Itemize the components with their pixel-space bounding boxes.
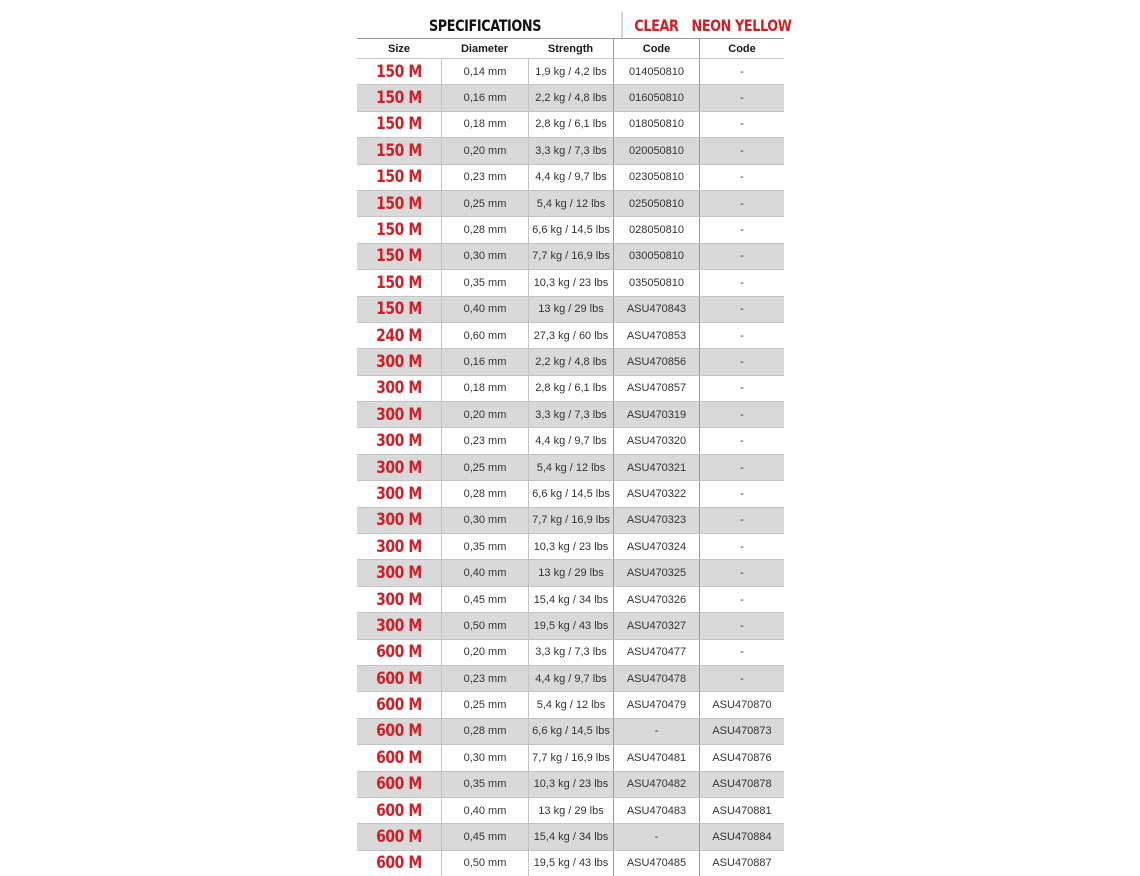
neon-code-cell: - bbox=[699, 217, 784, 242]
clear-column-heading: CLEAR bbox=[622, 12, 691, 38]
size-cell: 150 M bbox=[376, 220, 422, 241]
table-row bbox=[357, 823, 784, 849]
diameter-cell: 0,40 mm bbox=[441, 798, 528, 823]
neon-code-cell: - bbox=[699, 481, 784, 506]
table-row bbox=[357, 137, 784, 163]
size-cell: 300 M bbox=[376, 563, 422, 584]
table-row bbox=[357, 348, 784, 374]
table-row bbox=[357, 427, 784, 453]
diameter-cell: 0,25 mm bbox=[441, 191, 528, 216]
strength-cell: 15,4 kg / 34 lbs bbox=[528, 824, 613, 849]
neon-yellow-column-heading: NEON YELLOW bbox=[691, 15, 792, 35]
clear-code-cell: ASU470320 bbox=[613, 428, 699, 453]
table-row bbox=[357, 691, 784, 717]
table-row bbox=[357, 401, 784, 427]
neon-code-cell: ASU470881 bbox=[699, 798, 784, 823]
strength-cell: 6,6 kg / 14,5 lbs bbox=[528, 719, 613, 744]
diameter-cell: 0,28 mm bbox=[441, 481, 528, 506]
strength-cell: 7,7 kg / 16,9 lbs bbox=[528, 508, 613, 533]
strength-cell: 2,8 kg / 6,1 lbs bbox=[528, 376, 613, 401]
size-cell: 600 M bbox=[376, 668, 422, 689]
table-row bbox=[357, 216, 784, 242]
size-cell: 240 M bbox=[376, 325, 422, 346]
diameter-cell: 0,28 mm bbox=[441, 217, 528, 242]
size-cell: 300 M bbox=[376, 510, 422, 531]
specifications-table bbox=[357, 12, 792, 876]
clear-code-cell: ASU470327 bbox=[613, 613, 699, 638]
clear-code-cell: 018050810 bbox=[613, 112, 699, 137]
column-header-row bbox=[357, 39, 784, 58]
diameter-cell: 0,23 mm bbox=[441, 666, 528, 691]
diameter-cell: 0,16 mm bbox=[441, 349, 528, 374]
diameter-cell: 0,50 mm bbox=[441, 613, 528, 638]
diameter-cell: 0,35 mm bbox=[441, 534, 528, 559]
neon-code-cell: - bbox=[699, 59, 784, 84]
diameter-cell: 0,20 mm bbox=[441, 640, 528, 665]
table-row bbox=[357, 533, 784, 559]
diameter-cell: 0,18 mm bbox=[441, 376, 528, 401]
strength-cell: 10,3 kg / 23 lbs bbox=[528, 772, 613, 797]
neon-code-cell: - bbox=[699, 560, 784, 585]
table-body bbox=[357, 58, 784, 876]
strength-cell: 5,4 kg / 12 lbs bbox=[528, 692, 613, 717]
clear-code-column-header: Code bbox=[613, 39, 699, 58]
strength-cell: 2,8 kg / 6,1 lbs bbox=[528, 112, 613, 137]
table-row bbox=[357, 269, 784, 295]
neon-code-cell: ASU470887 bbox=[699, 851, 784, 876]
clear-code-cell: ASU470483 bbox=[613, 798, 699, 823]
table-row bbox=[357, 850, 784, 876]
diameter-cell: 0,45 mm bbox=[441, 587, 528, 612]
size-cell: 600 M bbox=[376, 827, 422, 848]
neon-code-cell: - bbox=[699, 85, 784, 110]
size-cell: 150 M bbox=[376, 299, 422, 320]
diameter-cell: 0,14 mm bbox=[441, 59, 528, 84]
strength-cell: 13 kg / 29 lbs bbox=[528, 560, 613, 585]
diameter-cell: 0,40 mm bbox=[441, 297, 528, 322]
diameter-cell: 0,20 mm bbox=[441, 402, 528, 427]
strength-cell: 5,4 kg / 12 lbs bbox=[528, 455, 613, 480]
strength-column-header: Strength bbox=[547, 42, 594, 55]
table-row bbox=[357, 296, 784, 322]
size-cell: 300 M bbox=[376, 457, 422, 478]
size-cell: 600 M bbox=[376, 800, 422, 821]
strength-cell: 5,4 kg / 12 lbs bbox=[528, 191, 613, 216]
diameter-cell: 0,50 mm bbox=[441, 851, 528, 876]
table-row bbox=[357, 744, 784, 770]
clear-code-cell: 035050810 bbox=[613, 270, 699, 295]
diameter-cell: 0,35 mm bbox=[441, 772, 528, 797]
neon-code-cell: - bbox=[699, 165, 784, 190]
size-cell: 300 M bbox=[376, 589, 422, 610]
neon-code-cell: - bbox=[699, 640, 784, 665]
size-cell: 600 M bbox=[376, 774, 422, 795]
clear-code-cell: ASU470481 bbox=[613, 745, 699, 770]
table-row bbox=[357, 507, 784, 533]
neon-code-cell: ASU470870 bbox=[699, 692, 784, 717]
size-cell: 300 M bbox=[376, 615, 422, 636]
table-row bbox=[357, 480, 784, 506]
table-row bbox=[357, 612, 784, 638]
diameter-cell: 0,35 mm bbox=[441, 270, 528, 295]
neon-code-cell: - bbox=[699, 666, 784, 691]
size-cell: 600 M bbox=[376, 642, 422, 663]
clear-code-cell: ASU470326 bbox=[613, 587, 699, 612]
table-row bbox=[357, 164, 784, 190]
clear-code-cell: ASU470857 bbox=[613, 376, 699, 401]
table-title: SPECIFICATIONS bbox=[428, 15, 542, 35]
diameter-cell: 0,40 mm bbox=[441, 560, 528, 585]
table-title-row bbox=[357, 12, 792, 39]
size-cell: 300 M bbox=[376, 483, 422, 504]
diameter-cell: 0,30 mm bbox=[441, 508, 528, 533]
clear-code-cell: ASU470319 bbox=[613, 402, 699, 427]
diameter-cell: 0,16 mm bbox=[441, 85, 528, 110]
table-row bbox=[357, 190, 784, 216]
diameter-cell: 0,45 mm bbox=[441, 824, 528, 849]
diameter-cell: 0,25 mm bbox=[441, 692, 528, 717]
clear-code-cell: ASU470853 bbox=[613, 323, 699, 348]
neon-code-cell: ASU470873 bbox=[699, 719, 784, 744]
table-row bbox=[357, 111, 784, 137]
clear-code-cell: 016050810 bbox=[613, 85, 699, 110]
strength-cell: 6,6 kg / 14,5 lbs bbox=[528, 217, 613, 242]
diameter-cell: 0,28 mm bbox=[441, 719, 528, 744]
size-cell: 150 M bbox=[376, 272, 422, 293]
neon-code-cell: ASU470884 bbox=[699, 824, 784, 849]
strength-cell: 2,2 kg / 4,8 lbs bbox=[528, 349, 613, 374]
neon-code-cell: - bbox=[699, 270, 784, 295]
size-cell: 150 M bbox=[376, 114, 422, 135]
strength-cell: 7,7 kg / 16,9 lbs bbox=[528, 745, 613, 770]
neon-code-cell: - bbox=[699, 455, 784, 480]
diameter-cell: 0,30 mm bbox=[441, 745, 528, 770]
clear-code-cell: - bbox=[613, 824, 699, 849]
strength-cell: 4,4 kg / 9,7 lbs bbox=[528, 165, 613, 190]
size-cell: 150 M bbox=[376, 167, 422, 188]
strength-cell: 2,2 kg / 4,8 lbs bbox=[528, 85, 613, 110]
clear-code-cell: 025050810 bbox=[613, 191, 699, 216]
neon-code-cell: - bbox=[699, 349, 784, 374]
strength-cell: 3,3 kg / 7,3 lbs bbox=[528, 640, 613, 665]
neon-code-cell: - bbox=[699, 508, 784, 533]
size-column-header: Size bbox=[387, 42, 410, 55]
clear-code-cell: ASU470485 bbox=[613, 851, 699, 876]
strength-cell: 10,3 kg / 23 lbs bbox=[528, 534, 613, 559]
strength-cell: 27,3 kg / 60 lbs bbox=[528, 323, 613, 348]
neon-code-cell: - bbox=[699, 138, 784, 163]
size-cell: 300 M bbox=[376, 351, 422, 372]
size-cell: 300 M bbox=[376, 431, 422, 452]
clear-code-cell: ASU470856 bbox=[613, 349, 699, 374]
size-cell: 150 M bbox=[376, 88, 422, 109]
diameter-cell: 0,20 mm bbox=[441, 138, 528, 163]
strength-cell: 19,5 kg / 43 lbs bbox=[528, 851, 613, 876]
clear-code-cell: 014050810 bbox=[613, 59, 699, 84]
neon-code-cell: - bbox=[699, 191, 784, 216]
table-row bbox=[357, 718, 784, 744]
neon-code-cell: - bbox=[699, 297, 784, 322]
clear-code-cell: ASU470843 bbox=[613, 297, 699, 322]
clear-code-cell: ASU470322 bbox=[613, 481, 699, 506]
size-cell: 300 M bbox=[376, 404, 422, 425]
neon-code-cell: - bbox=[699, 587, 784, 612]
strength-cell: 19,5 kg / 43 lbs bbox=[528, 613, 613, 638]
size-cell: 150 M bbox=[376, 61, 422, 82]
clear-code-cell: ASU470321 bbox=[613, 455, 699, 480]
diameter-cell: 0,23 mm bbox=[441, 165, 528, 190]
strength-cell: 1,9 kg / 4,2 lbs bbox=[528, 59, 613, 84]
table-row bbox=[357, 559, 784, 585]
size-cell: 150 M bbox=[376, 246, 422, 267]
table-row bbox=[357, 797, 784, 823]
strength-cell: 13 kg / 29 lbs bbox=[528, 798, 613, 823]
strength-cell: 4,4 kg / 9,7 lbs bbox=[528, 428, 613, 453]
size-cell: 600 M bbox=[376, 721, 422, 742]
diameter-cell: 0,23 mm bbox=[441, 428, 528, 453]
clear-code-cell: ASU470323 bbox=[613, 508, 699, 533]
table-row bbox=[357, 84, 784, 110]
clear-code-cell: ASU470478 bbox=[613, 666, 699, 691]
strength-cell: 15,4 kg / 34 lbs bbox=[528, 587, 613, 612]
strength-cell: 3,3 kg / 7,3 lbs bbox=[528, 138, 613, 163]
clear-code-cell: ASU470477 bbox=[613, 640, 699, 665]
clear-code-cell: 030050810 bbox=[613, 244, 699, 269]
diameter-cell: 0,60 mm bbox=[441, 323, 528, 348]
table-row bbox=[357, 586, 784, 612]
table-row bbox=[357, 771, 784, 797]
clear-code-cell: ASU470479 bbox=[613, 692, 699, 717]
diameter-cell: 0,25 mm bbox=[441, 455, 528, 480]
clear-code-cell: ASU470325 bbox=[613, 560, 699, 585]
size-cell: 150 M bbox=[376, 193, 422, 214]
clear-code-cell: 028050810 bbox=[613, 217, 699, 242]
neon-code-cell: - bbox=[699, 112, 784, 137]
neon-code-cell: ASU470876 bbox=[699, 745, 784, 770]
clear-code-cell: ASU470324 bbox=[613, 534, 699, 559]
diameter-cell: 0,30 mm bbox=[441, 244, 528, 269]
strength-cell: 10,3 kg / 23 lbs bbox=[528, 270, 613, 295]
neon-code-cell: - bbox=[699, 376, 784, 401]
neon-code-cell: - bbox=[699, 323, 784, 348]
neon-code-cell: - bbox=[699, 613, 784, 638]
neon-code-column-header: Code bbox=[699, 39, 784, 58]
diameter-column-header: Diameter bbox=[460, 42, 509, 55]
clear-code-cell: ASU470482 bbox=[613, 772, 699, 797]
strength-cell: 13 kg / 29 lbs bbox=[528, 297, 613, 322]
size-cell: 600 M bbox=[376, 747, 422, 768]
table-row bbox=[357, 665, 784, 691]
size-cell: 600 M bbox=[376, 695, 422, 716]
neon-code-cell: - bbox=[699, 244, 784, 269]
table-row bbox=[357, 375, 784, 401]
clear-code-cell: 023050810 bbox=[613, 165, 699, 190]
table-row bbox=[357, 322, 784, 348]
diameter-cell: 0,18 mm bbox=[441, 112, 528, 137]
neon-code-cell: - bbox=[699, 534, 784, 559]
strength-cell: 4,4 kg / 9,7 lbs bbox=[528, 666, 613, 691]
table-row bbox=[357, 243, 784, 269]
table-row bbox=[357, 58, 784, 84]
table-row bbox=[357, 639, 784, 665]
strength-cell: 3,3 kg / 7,3 lbs bbox=[528, 402, 613, 427]
strength-cell: 6,6 kg / 14,5 lbs bbox=[528, 481, 613, 506]
clear-code-cell: - bbox=[613, 719, 699, 744]
neon-code-cell: ASU470878 bbox=[699, 772, 784, 797]
size-cell: 300 M bbox=[376, 536, 422, 557]
size-cell: 150 M bbox=[376, 140, 422, 161]
size-cell: 300 M bbox=[376, 378, 422, 399]
table-row bbox=[357, 454, 784, 480]
neon-code-cell: - bbox=[699, 402, 784, 427]
strength-cell: 7,7 kg / 16,9 lbs bbox=[528, 244, 613, 269]
clear-code-cell: 020050810 bbox=[613, 138, 699, 163]
size-cell: 600 M bbox=[376, 853, 422, 874]
neon-code-cell: - bbox=[699, 428, 784, 453]
